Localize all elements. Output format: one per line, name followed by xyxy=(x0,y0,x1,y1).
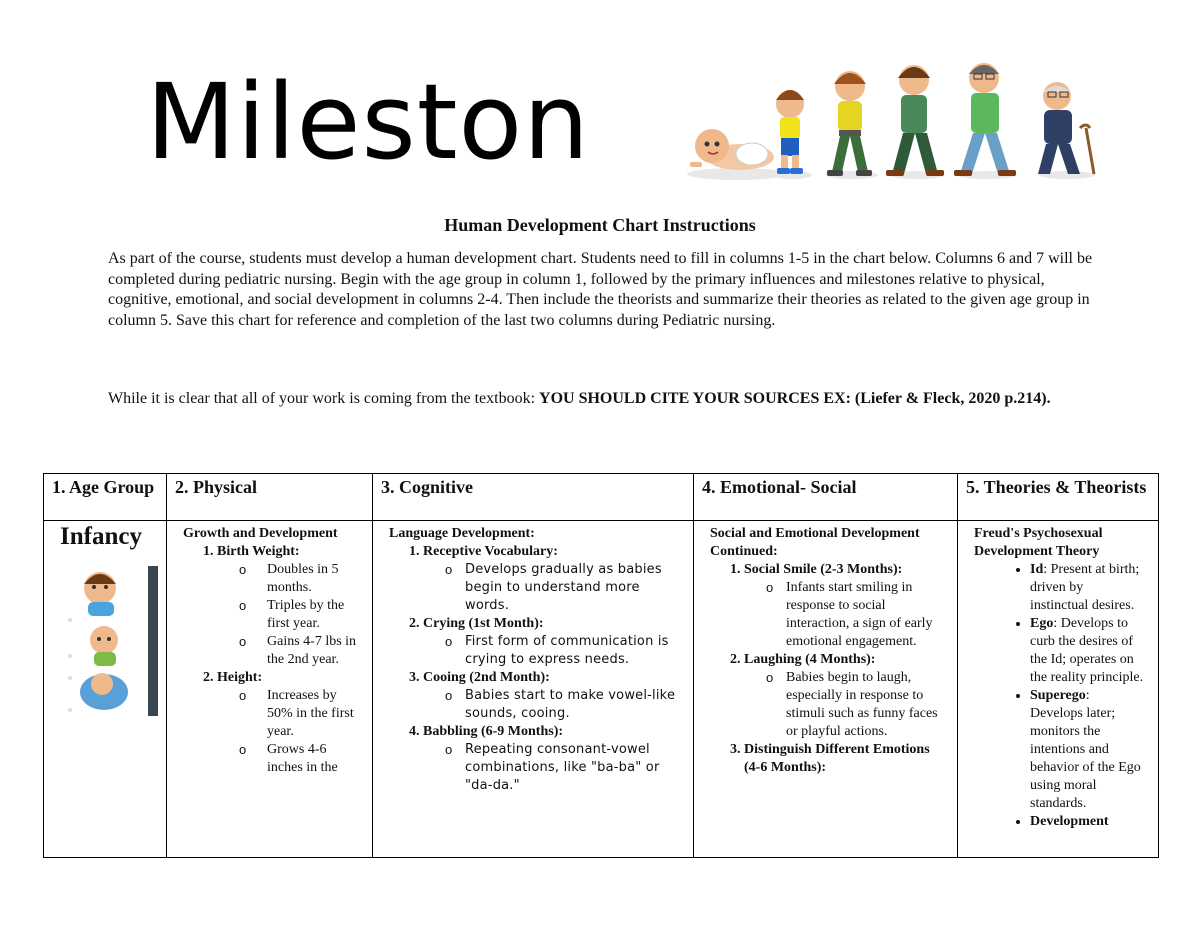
cognitive-item-label: Babbling (6-9 Months): xyxy=(423,724,564,739)
list-item: o Increases by 50% in the first year. xyxy=(239,687,358,741)
citation-note-text: While it is clear that all of your work is coming from the textbook: xyxy=(108,390,540,407)
theories-list xyxy=(974,561,1144,831)
age-group-label: Infancy xyxy=(60,524,142,550)
list-item: o Babies begin to laugh, especially in response to stimuli such as funny faces or playful actions. xyxy=(766,669,943,741)
header-emotional-social: 4. Emotional- Social xyxy=(694,474,958,521)
header-cognitive: 3. Cognitive xyxy=(373,474,694,521)
list-item: o First form of communication is crying to express needs. xyxy=(445,633,679,669)
toddler-figure xyxy=(776,90,804,174)
development-chart xyxy=(43,473,1159,858)
table-row xyxy=(44,521,1159,858)
list-item: o Infants start smiling in response to social interaction, a sign of early emotional engagement. xyxy=(766,579,943,651)
list-item: o Repeating consonant-vowel combinations, like "ba-ba" or "da-da." xyxy=(445,741,679,795)
list-item: o Develops gradually as babies begin to understand more words. xyxy=(445,561,679,615)
child-figure xyxy=(827,71,872,176)
list-item: • Ego: Develops to curb the desires of the Id; operates on the reality principle. xyxy=(1030,615,1144,687)
emotional-item-label: Laughing (4 Months): xyxy=(744,652,876,667)
emotional-item-label: Social Smile (2-3 Months): xyxy=(744,562,903,577)
adult-figure xyxy=(954,63,1016,176)
chart-header-row xyxy=(44,474,1159,521)
list-item: o Grows 4-6 inches in the xyxy=(239,741,358,777)
header-theories: 5. Theories & Theorists xyxy=(958,474,1159,521)
physical-cell xyxy=(167,521,373,858)
header-age-group: 1. Age Group xyxy=(44,474,167,521)
teen-figure xyxy=(886,65,944,176)
instructions-title: Human Development Chart Instructions xyxy=(444,215,756,235)
emotional-cell xyxy=(694,521,958,858)
cognitive-item-label: Receptive Vocabulary: xyxy=(423,544,558,559)
elder-figure xyxy=(1038,82,1094,174)
list-item: • Superego: Develops later; monitors the intentions and behavior of the Ego using moral standards. xyxy=(1030,687,1144,813)
age-group-cell xyxy=(44,521,167,858)
list-item: o Triples by the first year. xyxy=(239,597,358,633)
infant-images xyxy=(64,560,158,718)
list-item: o Babies start to make vowel-like sounds, cooing. xyxy=(445,687,679,723)
cognitive-item-label: Cooing (2nd Month): xyxy=(423,670,550,685)
vertical-bar xyxy=(148,566,158,716)
list-item: o Doubles in 5 months. xyxy=(239,561,358,597)
cognitive-item-label: Crying (1st Month): xyxy=(423,616,544,631)
infant-image-3 xyxy=(80,673,128,710)
theories-section-title: Freud's Psychosexual Development Theory xyxy=(974,526,1103,559)
emotional-section-title: Social and Emotional Development Continued: xyxy=(710,526,920,559)
list-item: • Development xyxy=(1030,813,1144,831)
physical-item-label: Height: xyxy=(217,670,263,685)
header-physical: 2. Physical xyxy=(167,474,373,521)
physical-item-label: Birth Weight: xyxy=(217,544,300,559)
instructions-paragraph: As part of the course, students must develop a human development chart. Students need to fill in columns 1-5 in the chart below. Columns 6 and 7 will be completed during pediatric nursing. Begin with the age group in column 1, followed by the primary influences and milestones relative to physical, cognitive, emotional, and social development in columns 2-4. Then include the theorists and summarize their theories as related to the given age group in column 5. Save this chart for reference and completion of the last two columns during Pediatric nursing. xyxy=(108,250,1093,329)
cognitive-list xyxy=(389,543,679,795)
cognitive-section-title: Language Development: xyxy=(389,526,535,541)
theories-cell xyxy=(958,521,1159,858)
list-item: • Id: Present at birth; driven by instinctual desires. xyxy=(1030,561,1144,615)
list-item: o Gains 4-7 lbs in the 2nd year. xyxy=(239,633,358,669)
citation-note-emphasis: YOU SHOULD CITE YOUR SOURCES EX: (Liefer & Fleck, 2020 p.214). xyxy=(539,390,1051,407)
emotional-item-label: Distinguish Different Emotions (4-6 Months): xyxy=(744,742,930,775)
infant-image-1 xyxy=(84,572,116,616)
physical-section-title: Growth and Development xyxy=(183,526,338,541)
citation-note xyxy=(108,388,1098,409)
cognitive-cell xyxy=(373,521,694,858)
baby-figure xyxy=(690,129,774,170)
emotional-list xyxy=(710,561,943,777)
physical-list xyxy=(183,543,358,777)
life-stages-illustration xyxy=(682,62,1122,184)
page-big-title: Mileston xyxy=(146,61,591,183)
infant-image-2 xyxy=(90,626,118,666)
